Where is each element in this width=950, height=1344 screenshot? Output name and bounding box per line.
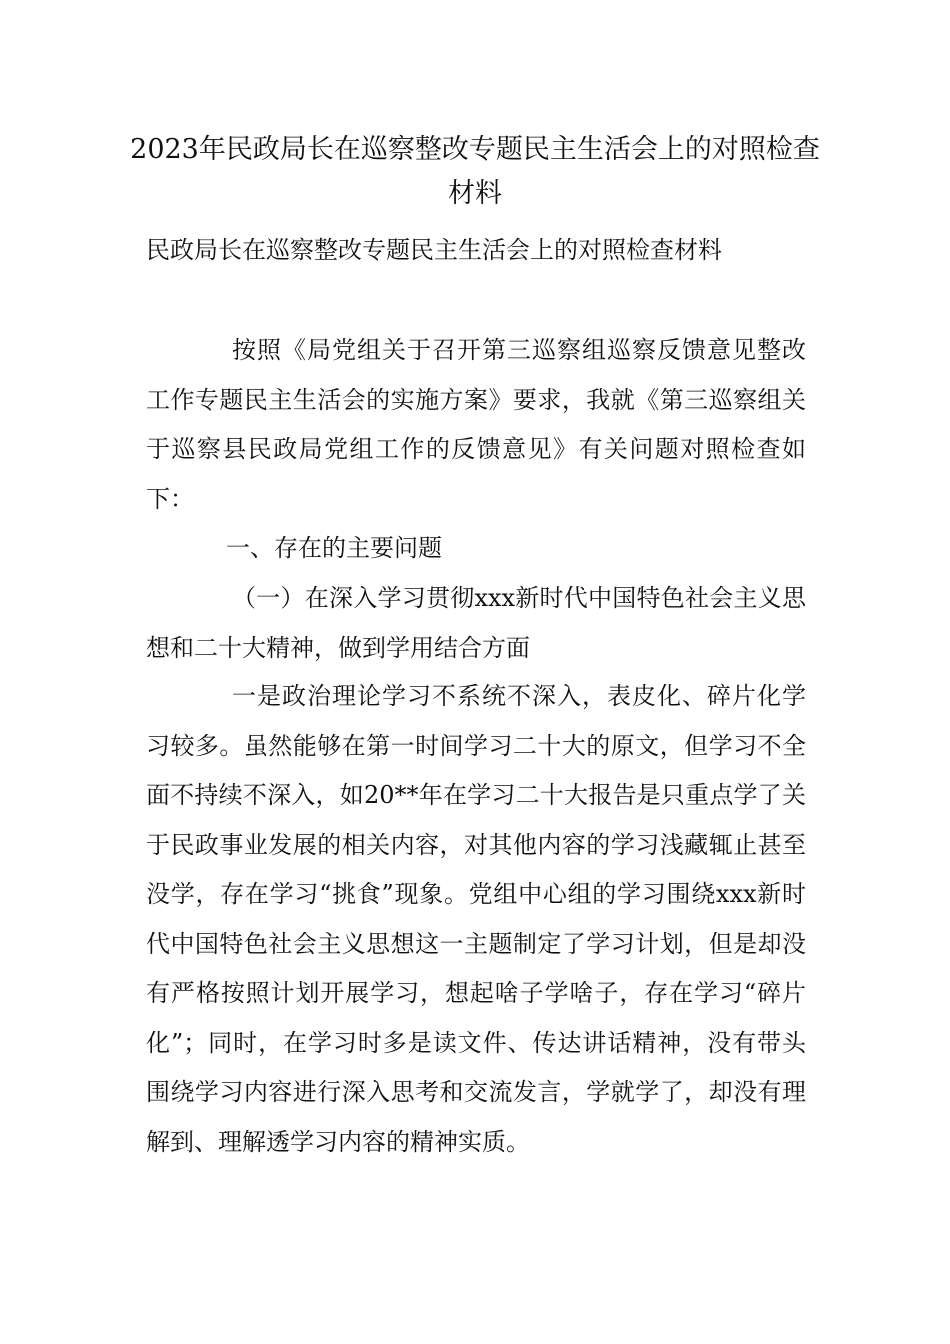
intro-paragraph: 按照《局党组关于召开第三巡察组巡察反馈意见整改工作专题民主生活会的实施方案》要求，我就《第三巡察组关于巡察县民政局党组工作的反馈意见》有关问题对照检查如下： <box>146 336 806 513</box>
document-subtitle: 民政局长在巡察整改专题民主生活会上的对照检查材料 <box>146 236 722 264</box>
body-paragraph: 一是政治理论学习不系统不深入，表皮化、碎片化学习较多。虽然能够在第一时间学习二十大的原文，但学习不全面不持续不深入，如20**年在学习二十大报告是只重点学了关于民政事业发展的相关内容，对其他内容的学习浅藏辄止甚至没学，存在学习“挑食”现象。党组中心组的学习围绕xxx新时代中国特色社会主义思想这一主题制定了学习计划，但是却没有严格按照计划开展学习，想起啥子学啥子，存在学习“碎片化”；同时，在学习时多是读文件、传达讲话精神，没有带头围绕学习内容进行深入思考和交流发言，学就学了，却没有理解到、理解透学习内容的精神实质。 <box>146 682 806 1156</box>
subsection-heading: （一）在深入学习贯彻xxx新时代中国特色社会主义思想和二十大精神，做到学用结合方面 <box>146 584 806 662</box>
section-heading: 一、存在的主要问题 <box>226 534 442 562</box>
document-title: 2023年民政局长在巡察整改专题民主生活会上的对照检查材料 <box>130 134 820 209</box>
